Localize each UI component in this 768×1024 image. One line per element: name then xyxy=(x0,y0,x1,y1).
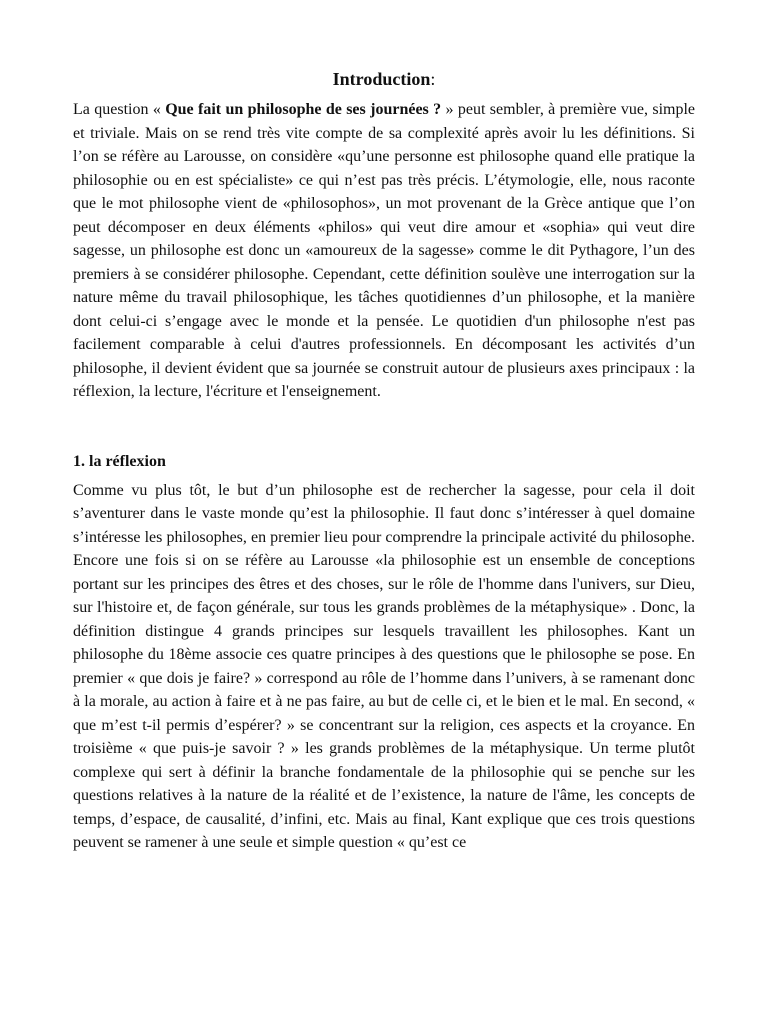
intro-body: » peut sembler, à première vue, simple et triviale. Mais on se rend très vite compte de sa complexité après avoir lu les définitions. Si l’on se réfère au Larousse, on considère «qu’une personne est philosophe quand elle pratique la philosophie ou en est spécialiste» ce qui n’est pas très précis. L’étymologie, elle, nous raconte que le mot philosophe vient de «philosophos», un mot provenant de la Grèce antique que l’on peut décomposer en deux éléments «philos» qui veut dire amour et «sophia» qui veut dire sagesse, un philosophe est donc un «amoureux de la sagesse» comme le dit Pythagore, l’un des premiers à se considérer philosophe. Cependant, cette définition soulève une interrogation sur la nature même du travail philosophique, les tâches quotidiennes d’un philosophe, et la manière dont celui-ci s’engage avec le monde et la pensée. Le quotidien d'un philosophe n'est pas facilement comparable à celui d'autres professionnels. En décomposant les activités d’un philosophe, il devient évident que sa journée se construit autour de plusieurs axes principaux : la réflexion, la lecture, l'écriture et l'enseignement. xyxy=(73,101,696,400)
intro-lead: La question « xyxy=(73,101,166,118)
section-heading-reflexion: 1. la réflexion xyxy=(73,452,166,470)
section-paragraph-reflexion: Comme vu plus tôt, le but d’un philosophe est de rechercher la sagesse, pour cela il doit s’aventurer dans le vaste monde qu’est la philosophie. Il faut donc s’intéresser à quel domaine s’intéresse les philosophes, en premier lieu pour comprendre la principale activité du philosophe. Encore une fois si on se réfère au Larousse «la philosophie est un ensemble de conceptions portant sur les principes des êtres et des choses, sur le rôle de l'homme dans l'univers, sur Dieu, sur l'histoire et, de façon générale, sur tous les grands problèmes de la métaphysique» . Donc, la définition distingue 4 grands principes sur lesquels travaillent les philosophes. Kant un philosophe du 18ème associe ces quatre principes à des questions que le philosophe se pose. En premier « que dois je faire? » correspond au rôle de l’homme dans l’univers, à se ramenant donc à la morale, au action à faire et à ne pas faire, au but de celle ci, et le bien et le mal. En second, « que m’est t-il permis d’espérer? » se concentrant sur la religion, ces aspects et la croyance. En troisième « que puis-je savoir ? » les grands problèmes de la métaphysique. Un terme plutôt complexe qui sert à définir la branche fondamentale de la philosophie qui se penche sur les questions relatives à la nature de la réalité et de l’existence, la nature de l'âme, les concepts de temps, d’espace, de causalité, d’infini, etc. Mais au final, Kant explique que ces trois questions peuvent se ramener à une seule et simple question « qu’est ce xyxy=(73,481,695,851)
intro-paragraph xyxy=(73,98,695,404)
title-text: Introduction xyxy=(332,69,431,89)
title-suffix: : xyxy=(430,69,436,89)
intro-question: Que fait un philosophe de ses journées ? xyxy=(165,101,442,118)
page-title xyxy=(73,66,695,92)
